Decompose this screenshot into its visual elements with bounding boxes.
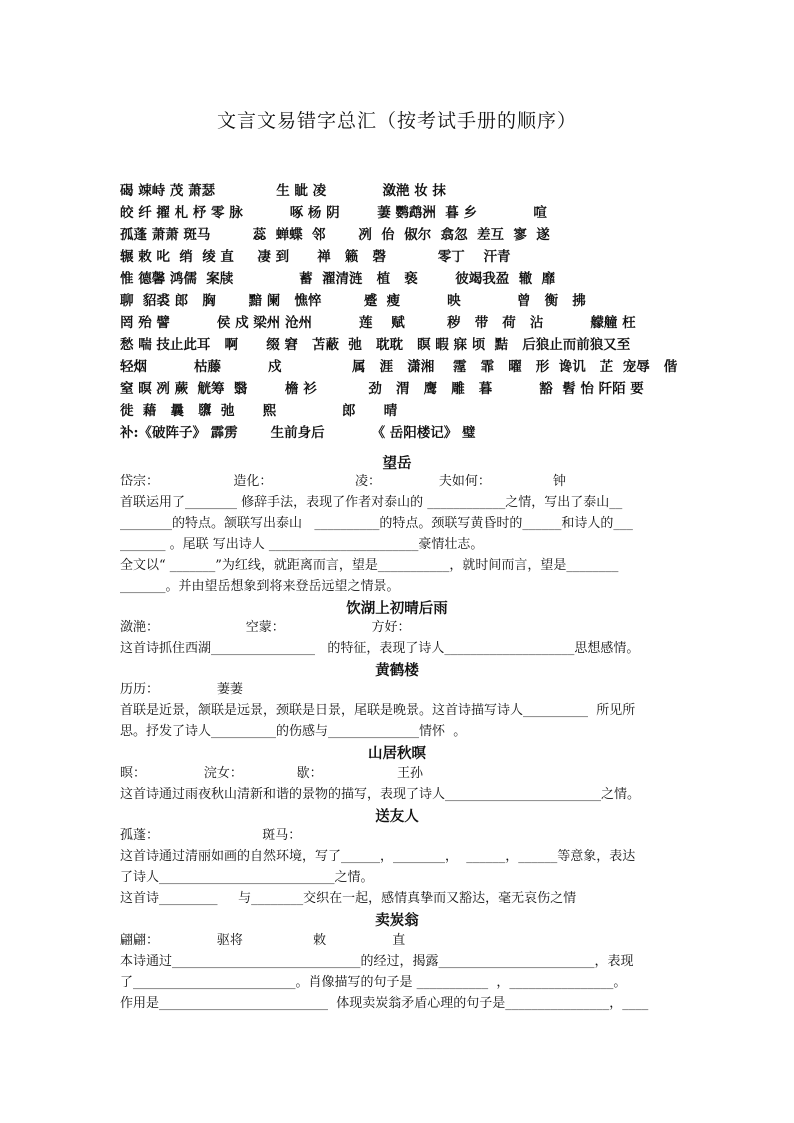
section-heading-maitanweng: 卖炭翁 xyxy=(375,912,419,929)
section-line: 历历： 萋萋 xyxy=(120,682,243,697)
section-line: 这首诗_________ 与________交织在一起，感情真挚而又豁达，毫无哀伤之情 xyxy=(120,891,577,906)
section-line: 这首诗抓住西湖________________ 的特征，表现了诗人____________________思想感情。 xyxy=(120,641,640,656)
section-line: 全文以“ _______”为红线，就距离而言，望是___________，就时间而言，望是________ xyxy=(120,558,619,573)
word-line-1: 碣 竦峙 茂 萧瑟 生 眦 凌 潋滟 妆 抹 xyxy=(120,183,446,199)
section-heading-yinhu: 饮湖上初晴后雨 xyxy=(346,600,448,617)
word-line-9: 轻烟 枯藤 戍 属 涯 潇湘 霪 霏 曜 形 谗讥 芷 宠辱 偕 xyxy=(120,359,678,375)
word-line-5: 惟 德馨 鸿儒 案牍 蓄 濯清涟 植 亵 彼竭我盈 辙 靡 xyxy=(120,271,556,287)
section-line: 岱宗： 造化： 凌： 夫如何： 钟 xyxy=(120,474,566,489)
section-heading-wangyue: 望岳 xyxy=(382,455,412,472)
section-line: 翩翩： 驱将 敕 直 xyxy=(120,933,406,948)
word-line-6: 聊 貂裘 郎 胸 黯 阑 憔悴 蹙 瘦 映 曾 衡 拂 xyxy=(120,293,586,309)
section-heading-huanghelou: 黄鹤楼 xyxy=(375,662,419,679)
document-title: 文言文易错字总汇（按考试手册的顺序） xyxy=(216,110,577,132)
section-line: 了_________________________。肖像描写的句子是 ___________ ，________________。 xyxy=(120,975,627,990)
section-line: 首联运用了________ 修辞手法，表现了作者对泰山的 ____________之情，写出了泰山__ xyxy=(120,495,623,510)
section-line: 首联是近景，颔联是远景，颈联是日景，尾联是晚景。这首诗描写诗人__________ 所见所 xyxy=(120,703,636,718)
section-line: 暝： 浣女： 歇： 王孙 xyxy=(120,766,423,781)
section-line: 作用是__________________________ 体现卖炭翁矛盾心理的句子是________________，____ xyxy=(120,996,649,1011)
word-line-8: 愁 喘 技止此耳 啊 缀 窘 苫蔽 弛 耽耽 瞑 暇 寐 顷 黠 后狼止而前狼又至 xyxy=(120,337,631,353)
word-line-12: 补:《破阵子》 霹雳 生前身后 《 岳阳楼记》 璧 xyxy=(120,425,476,441)
section-heading-shanju: 山居秋暝 xyxy=(368,745,426,762)
section-line: 思。抒发了诗人__________的伤感与______________情怀 。 xyxy=(120,724,467,739)
section-line: _______。并由望岳想象到将来登岳远望之情景。 xyxy=(120,579,400,594)
section-line: _______ 。尾联 写出诗人 _______________________豪情壮志。 xyxy=(120,537,484,552)
word-line-2: 皎 纤 擢 札 杼 零 脉 啄 杨 阴 萋 鹦鹉洲 暮 乡 喧 xyxy=(120,205,547,221)
section-line: 本诗通过_____________________________的经过，揭露________________________，表现 xyxy=(120,954,634,969)
word-line-10: 窒 暝 冽 蕨 觥筹 翳 檐 衫 劲 渭 鹰 雕 暮 豁 髫 怡 阡陌 要 xyxy=(120,381,644,397)
section-line: 潋滟： 空蒙： 方好： xyxy=(120,620,411,635)
section-line: 了诗人___________________________之情。 xyxy=(120,870,374,885)
word-line-7: 罔 殆 譬 侯 戍 梁州 沧州 莲 赋 秽 带 荷 沾 艨艟 枉 xyxy=(120,315,636,331)
section-line: ________的特点。颔联写出泰山 __________的特点。颈联写黄昏时的______和诗人的___ xyxy=(120,516,633,531)
word-line-11: 徙 藉 曩 隳 弛 熙 郎 晴 xyxy=(120,403,398,419)
section-line: 这首诗通过清丽如画的自然环境，写了______，________， ______，______等意象，表达 xyxy=(120,849,636,864)
word-line-4: 辗 敕 叱 绡 绫 直 凄 到 禅 籁 磬 零丁 汗青 xyxy=(120,249,511,265)
section-line: 这首诗通过雨夜秋山清新和谐的景物的描写，表现了诗人________________________之情。 xyxy=(120,787,641,802)
section-heading-songyouren: 送友人 xyxy=(375,808,419,825)
word-line-3: 孤蓬 萧萧 斑马 蕊 蝉蝶 邻 冽 佁 俶尔 翕忽 差互 寥 遂 xyxy=(120,227,550,243)
section-line: 孤蓬： 斑马： xyxy=(120,828,302,843)
